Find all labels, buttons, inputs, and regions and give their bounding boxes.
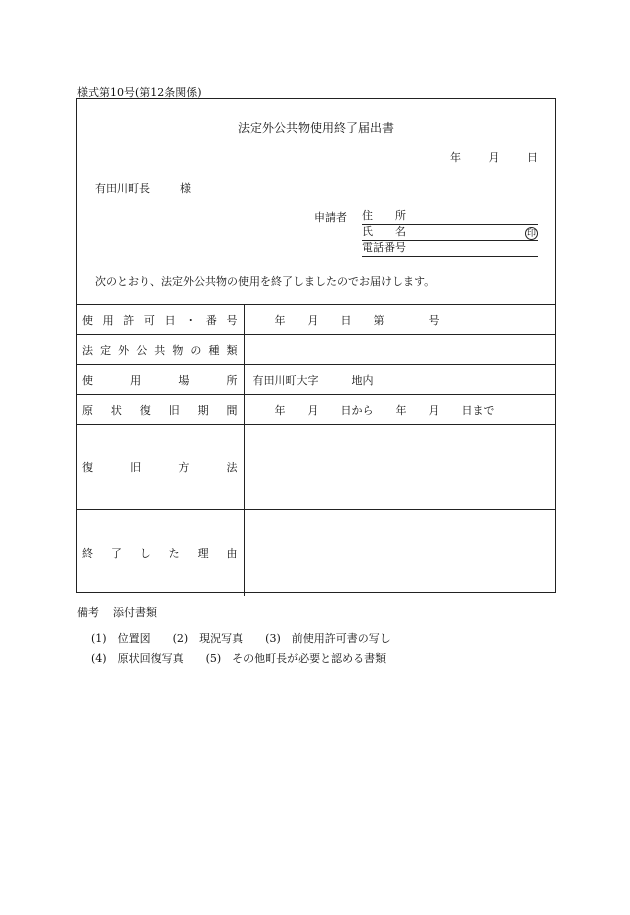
attachment-list-line-2: (4) 原状回復写真 (5) その他町長が必要と認める書類 — [91, 652, 387, 665]
row-value-restoration-period[interactable]: 年 月 日から 年 月 日まで — [244, 395, 556, 425]
form-title: 法定外公共物使用終了届出書 — [237, 121, 394, 135]
addressee-honorific: 様 — [180, 182, 191, 195]
applicant-phone-label: 電話番号 — [362, 241, 406, 254]
row-label-termination-reason: 終 了 し た 理 由 — [76, 510, 244, 596]
seal-mark-icon: 印 — [526, 229, 536, 239]
row-label-restoration-method: 復 旧 方 法 — [76, 425, 244, 510]
addressee — [95, 180, 191, 196]
table-row — [76, 305, 556, 335]
notification-form — [76, 98, 556, 593]
row-label-type: 法 定 外 公 共 物 の 種 類 — [76, 335, 244, 365]
row-label-restoration-period: 原 状 復 旧 期 間 — [76, 395, 244, 425]
date-month: 月 — [488, 151, 500, 164]
table-row — [76, 365, 556, 395]
row-value-termination-reason[interactable] — [244, 510, 556, 596]
details-table — [76, 304, 556, 596]
row-value-type[interactable] — [244, 335, 556, 365]
row-label-permit: 使 用 許 可 日 ・ 番 号 — [76, 305, 244, 335]
table-row — [76, 395, 556, 425]
row-value-permit[interactable]: 年 月 日 第 号 — [244, 305, 556, 335]
statement: 次のとおり、法定外公共物の使用を終了しましたのでお届けします。 — [95, 275, 436, 288]
table-row — [76, 425, 556, 510]
date-day: 日 — [527, 151, 538, 164]
applicant-address-label: 住 所 — [362, 209, 406, 222]
applicant-name-label: 氏 名 — [362, 225, 406, 238]
table-row — [76, 510, 556, 596]
attachment-list-line-1: (1) 位置図 (2) 現況写真 (3) 前使用許可書の写し — [91, 632, 391, 645]
remarks-heading: 添付書類 — [113, 606, 157, 619]
addressee-name: 有田川町長 — [95, 182, 150, 195]
remarks-label: 備考 — [77, 606, 99, 619]
date-year: 年 — [450, 151, 461, 164]
row-value-location[interactable]: 有田川町大字 地内 — [244, 365, 556, 395]
form-number: 様式第10号(第12条関係) — [77, 86, 202, 99]
remarks — [77, 604, 157, 620]
row-value-restoration-method[interactable] — [244, 425, 556, 510]
date-field — [426, 149, 538, 165]
table-row — [76, 335, 556, 365]
applicant-label: 申請者 — [314, 211, 347, 224]
row-label-location: 使 用 場 所 — [76, 365, 244, 395]
applicant-phone-line[interactable] — [362, 241, 538, 257]
